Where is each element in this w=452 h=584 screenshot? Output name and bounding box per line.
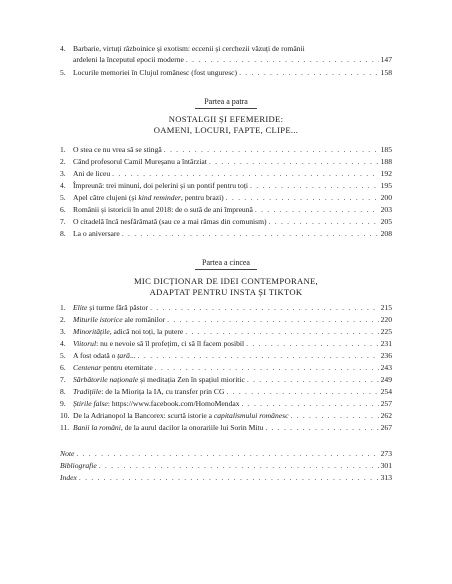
dot-leader <box>250 181 379 192</box>
entry-title-text: , adică noi toți, la putere <box>109 327 184 336</box>
entry-title-text: ... <box>129 351 136 360</box>
entry-title: Locurile memoriei în Clujul românesc (fost unguresc) <box>73 68 238 77</box>
entry-title <box>73 363 153 374</box>
entry-page: 208 <box>380 229 392 238</box>
entry-title-text: pentru eternitate <box>101 363 153 372</box>
toc-entry <box>60 423 392 434</box>
entry-page: 192 <box>380 169 392 178</box>
entry-number: 3. <box>60 327 66 336</box>
entry-page: 262 <box>380 411 392 420</box>
entry-title-emphasis: Sărbătorile naționale <box>73 375 139 384</box>
dot-leader <box>155 363 379 374</box>
dot-leader <box>99 461 379 472</box>
toc-entry <box>60 315 392 326</box>
entry-page: 273 <box>380 449 392 458</box>
entry-title: Când profesorul Camil Mureșanu a întârziat <box>73 157 207 166</box>
entry-title-continued: ardeleni la începutul epocii moderne <box>73 54 184 64</box>
dot-leader <box>209 157 379 168</box>
entry-page: 200 <box>380 193 392 202</box>
entry-title <box>73 375 245 386</box>
toc-entry <box>60 363 392 374</box>
dot-leader <box>242 399 379 410</box>
dot-leader <box>247 375 379 386</box>
dot-leader <box>79 473 379 484</box>
entry-title: Barbarie, virtuți războinice și exotism: eccenii și cerchezii văzuți de românii <box>73 44 305 53</box>
part-title: MIC DICȚIONAR DE IDEI CONTEMPORANE, <box>133 276 319 286</box>
toc-entry <box>60 157 392 168</box>
dot-leader <box>122 229 379 240</box>
entry-title-emphasis: kind reminder <box>138 193 181 202</box>
entry-title <box>73 327 183 338</box>
entry-title-emphasis: Miturile istorice <box>73 315 123 324</box>
entry-number: 5. <box>60 351 66 360</box>
entry-page: 185 <box>380 145 392 154</box>
entry-title <box>73 303 148 314</box>
entry-title: Împreună: trei minuni, doi pelerini și un pontif pentru toți <box>73 181 249 190</box>
entry-title: Index <box>60 473 77 482</box>
entry-title <box>73 351 136 362</box>
entry-title: O citadelă încă nesfărâmată (sau ce a mai rămas din comunism) <box>73 217 267 226</box>
toc-entry <box>60 399 392 410</box>
entry-number: 1. <box>60 145 66 154</box>
entry-number: 10. <box>60 411 70 420</box>
divider <box>195 108 257 109</box>
toc-entry <box>60 351 392 362</box>
divider <box>195 269 257 270</box>
entry-title-text: : nu e nevoie să îl profețim, ci să îl facem posibil <box>96 339 245 348</box>
entry-title-emphasis: Tradițiile <box>73 387 102 396</box>
entry-title <box>73 339 244 350</box>
toc-entry <box>60 68 392 79</box>
toc-entry <box>60 339 392 350</box>
entry-title <box>73 387 224 398</box>
entry-title: Românii și istoricii în anul 2018: de o sută de ani împreună <box>73 205 253 214</box>
dot-leader <box>164 145 379 156</box>
entry-page: 249 <box>380 375 392 384</box>
entry-page: 243 <box>380 363 392 372</box>
toc-entry <box>60 193 392 204</box>
part-heading: Partea a cincea <box>202 258 250 267</box>
entry-title <box>73 411 288 422</box>
entry-page: 203 <box>380 205 392 214</box>
dot-leader <box>290 411 378 422</box>
entry-title <box>73 315 165 326</box>
toc-entry <box>60 181 392 192</box>
dot-leader <box>167 315 378 326</box>
toc-entry-notes <box>60 449 392 460</box>
entry-page: 231 <box>380 339 392 348</box>
entry-title-emphasis: Banii la români <box>73 423 121 432</box>
entry-page: 301 <box>380 461 392 470</box>
toc-entry <box>60 387 392 398</box>
toc-entry <box>60 169 392 180</box>
entry-number: 5. <box>60 68 66 77</box>
dot-leader <box>226 387 378 398</box>
dot-leader <box>265 423 378 434</box>
entry-page: 313 <box>380 473 392 482</box>
entry-page: 158 <box>380 68 392 77</box>
toc-entry <box>60 205 392 216</box>
entry-number: 6. <box>60 363 66 372</box>
entry-title: O stea ce nu vrea să se stingă <box>73 145 162 154</box>
entry-title: Ani de liceu <box>73 169 111 178</box>
entry-title-text: : de la Miorița la IA, cu transfer prin CG <box>101 387 225 396</box>
entry-number: 8. <box>60 387 66 396</box>
entry-title-text: și turme fără păstor <box>87 303 149 312</box>
dot-leader <box>76 449 378 460</box>
entry-page: 254 <box>380 387 392 396</box>
toc-entry <box>60 44 392 65</box>
entry-page: 220 <box>380 315 392 324</box>
entry-page: 205 <box>380 217 392 226</box>
entry-title-emphasis: Minoritățile <box>73 327 110 336</box>
entry-title: Note <box>60 449 75 458</box>
entry-number: 8. <box>60 229 66 238</box>
entry-number: 7. <box>60 375 66 384</box>
entry-title-text: și meditația Zen în spațiul mioritic <box>138 375 245 384</box>
dot-leader <box>138 351 379 362</box>
dot-leader <box>246 339 378 350</box>
part-heading: Partea a patra <box>204 97 248 106</box>
entry-number: 4. <box>60 181 66 190</box>
entry-page: 195 <box>380 181 392 190</box>
dot-leader <box>226 193 379 204</box>
entry-title-text: Apel către clujeni (și <box>73 193 139 202</box>
toc-entry-index <box>60 473 392 484</box>
entry-number: 3. <box>60 169 66 178</box>
toc-entry <box>60 303 392 314</box>
entry-title-emphasis: Viitorul <box>73 339 97 348</box>
entry-number: 2. <box>60 157 66 166</box>
entry-title-text: De la Adrianopol la Bancorex: scurtă istorie a <box>73 411 214 420</box>
dot-leader <box>186 55 379 66</box>
entry-page: 225 <box>380 327 392 336</box>
toc-entry <box>60 217 392 228</box>
entry-title-emphasis: Centenar <box>73 363 102 372</box>
entry-number: 4. <box>60 44 66 53</box>
entry-title-text: , pentru brazi) <box>180 193 224 202</box>
entry-title <box>73 423 263 434</box>
entry-number: 5. <box>60 193 66 202</box>
dot-leader <box>269 217 379 228</box>
entry-number: 7. <box>60 217 66 226</box>
entry-title-emphasis: Știrile false <box>73 399 108 408</box>
entry-title <box>73 399 240 410</box>
entry-number: 2. <box>60 315 66 324</box>
entry-page: 188 <box>380 157 392 166</box>
entry-title-text: : https://www.facebook.com/HomoMendax <box>107 399 240 408</box>
dot-leader <box>255 205 379 216</box>
toc-entry-bibliography <box>60 461 392 472</box>
entry-title-emphasis: capitalismului românesc <box>213 411 289 420</box>
entry-title <box>73 193 224 204</box>
toc-entry <box>60 229 392 240</box>
entry-title-text: , de la aurul dacilor la onorariile lui Sorin Mitu <box>120 423 264 432</box>
entry-page: 257 <box>380 399 392 408</box>
dot-leader <box>150 303 379 314</box>
toc-entry <box>60 411 392 422</box>
entry-page: 267 <box>380 423 392 432</box>
dot-leader <box>112 169 378 180</box>
toc-entry <box>60 145 392 156</box>
entry-page: 236 <box>380 351 392 360</box>
entry-title-text: ale românilor <box>122 315 166 324</box>
part-title: ADAPTAT PENTRU INSTA ȘI TIKTOK <box>149 287 303 297</box>
entry-number: 6. <box>60 205 66 214</box>
part-title: OAMENI, LOCURI, FAPTE, CLIPE... <box>153 125 299 135</box>
part-title: NOSTALGII ȘI EFEMERIDE: <box>168 114 284 124</box>
entry-number: 11. <box>60 423 70 432</box>
toc-entry <box>60 327 392 338</box>
entry-number: 1. <box>60 303 66 312</box>
entry-title: La o aniversare <box>73 229 120 238</box>
entry-number: 4. <box>60 339 66 348</box>
dot-leader <box>239 68 379 79</box>
entry-page: 215 <box>380 303 392 312</box>
entry-title-emphasis: Elite <box>73 303 88 312</box>
dot-leader <box>185 327 378 338</box>
entry-title-text: A fost odată o <box>73 351 118 360</box>
entry-page: 147 <box>380 54 392 64</box>
toc-entry <box>60 375 392 386</box>
entry-number: 9. <box>60 399 66 408</box>
entry-title-emphasis: țară <box>117 351 130 360</box>
entry-title: Bibliografie <box>60 461 97 470</box>
